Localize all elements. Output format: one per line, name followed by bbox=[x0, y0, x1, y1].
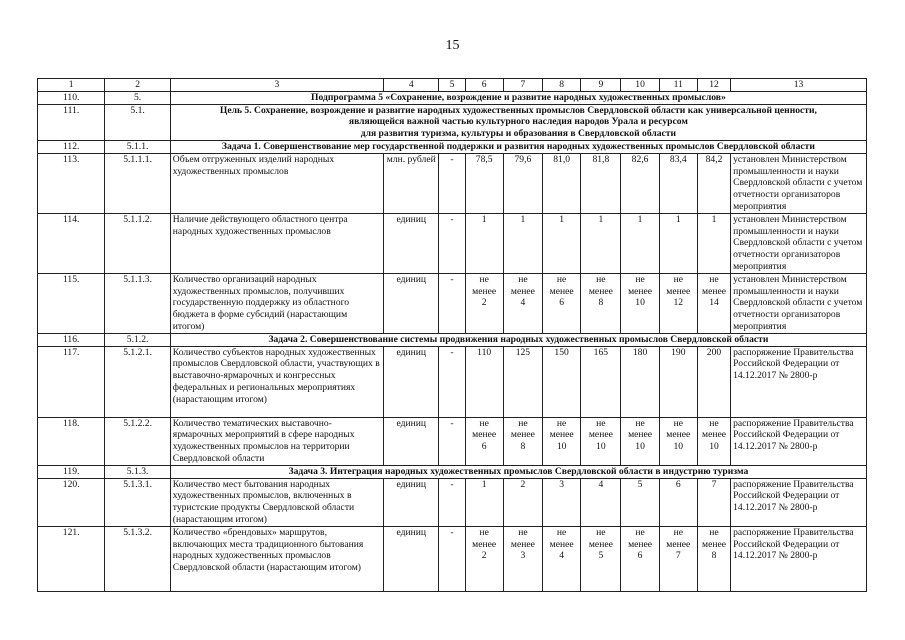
row-code: 5.1.1.2. bbox=[105, 213, 170, 273]
table-row bbox=[38, 333, 867, 346]
task-heading: Задача 1. Совершенствование мер государственной поддержки и развития народных художественных промыслов Свердловской области bbox=[170, 140, 866, 153]
year-value: 4 bbox=[581, 478, 621, 526]
year-value bbox=[697, 417, 730, 465]
year-value-line: не bbox=[479, 526, 489, 538]
table-row bbox=[38, 273, 867, 333]
indicator-unit: единиц bbox=[384, 526, 439, 591]
year-value-line: менее bbox=[472, 538, 497, 550]
year-value-line: менее bbox=[510, 538, 535, 550]
year-value: 110 bbox=[465, 346, 503, 417]
year-value: 5 bbox=[621, 478, 659, 526]
row-code: 5.1.1.1. bbox=[105, 153, 170, 213]
year-value-line: не bbox=[596, 526, 606, 538]
year-value bbox=[503, 526, 542, 591]
year-value: 1 bbox=[697, 213, 730, 273]
row-number: 116. bbox=[38, 333, 105, 346]
row-code: 5.1.3.1. bbox=[105, 478, 170, 526]
data-source: распоряжение Правительства Российской Федерации от 14.12.2017 № 2800-р bbox=[731, 417, 867, 465]
row-code: 5. bbox=[105, 91, 170, 104]
column-number: 4 bbox=[384, 79, 439, 92]
row-number: 118. bbox=[38, 417, 105, 465]
year-value: 200 bbox=[697, 346, 730, 417]
year-value: 1 bbox=[621, 213, 659, 273]
base-value: - bbox=[439, 478, 465, 526]
row-code: 5.1. bbox=[105, 104, 170, 140]
table-row bbox=[38, 140, 867, 153]
year-value bbox=[581, 417, 621, 465]
row-code: 5.1.2.1. bbox=[105, 346, 170, 417]
year-value: 1 bbox=[581, 213, 621, 273]
year-value: 84,2 bbox=[697, 153, 730, 213]
column-number: 1 bbox=[38, 79, 105, 92]
year-value bbox=[659, 273, 697, 333]
row-number: 112. bbox=[38, 140, 105, 153]
base-value: - bbox=[439, 213, 465, 273]
row-number: 119. bbox=[38, 465, 105, 478]
data-source: установлен Министерством промышленности и науки Свердловской области с учетом отчетности организаторов мероприятия bbox=[731, 213, 867, 273]
year-value-line: не bbox=[518, 526, 528, 538]
year-value bbox=[465, 526, 503, 591]
year-value-line: менее bbox=[702, 538, 726, 550]
row-number: 114. bbox=[38, 213, 105, 273]
year-value-line: не bbox=[556, 417, 567, 429]
row-number: 110. bbox=[38, 91, 105, 104]
data-source: распоряжение Правительства Российской Федерации от 14.12.2017 № 2800-р bbox=[731, 346, 867, 417]
year-value-line: не bbox=[556, 273, 567, 285]
year-value-line: 4 bbox=[559, 550, 565, 562]
year-value-line: 6 bbox=[481, 441, 487, 453]
year-value-line: не bbox=[479, 417, 489, 429]
year-value-line: 3 bbox=[520, 550, 526, 562]
column-number: 5 bbox=[439, 79, 465, 92]
task-heading: Задача 3. Интеграция народных художественных промыслов Свердловской области в индустрию туризма bbox=[170, 465, 866, 478]
page-number: 15 bbox=[445, 38, 460, 53]
year-value bbox=[465, 417, 503, 465]
table-row bbox=[38, 346, 867, 417]
year-value-line: не bbox=[635, 526, 645, 538]
year-value-line: не bbox=[635, 273, 645, 285]
column-number: 13 bbox=[731, 79, 867, 92]
year-value-line: 10 bbox=[673, 441, 684, 453]
row-number: 120. bbox=[38, 478, 105, 526]
base-value: - bbox=[439, 273, 465, 333]
table-row bbox=[38, 417, 867, 465]
year-value-line: 10 bbox=[709, 441, 719, 453]
year-value-line: 10 bbox=[596, 441, 606, 453]
year-value-line: 8 bbox=[711, 550, 717, 562]
year-value bbox=[503, 417, 542, 465]
indicator-unit: единиц bbox=[384, 273, 439, 333]
year-value-line: 10 bbox=[635, 297, 645, 309]
year-value-line: 12 bbox=[673, 297, 684, 309]
year-value-line: менее bbox=[702, 429, 726, 441]
subprogram-heading: Подпрограмма 5 «Сохранение, возрождение и развитие народных художественных промыслов» bbox=[170, 91, 866, 104]
year-value-line: менее bbox=[549, 538, 574, 550]
column-number-row bbox=[38, 79, 867, 92]
column-number: 3 bbox=[170, 79, 383, 92]
goal-line: являющейся важной частью культурного наследия народов Урала и ресурсом bbox=[348, 116, 688, 128]
base-value: - bbox=[439, 526, 465, 591]
year-value: 1 bbox=[503, 213, 542, 273]
year-value: 83,4 bbox=[659, 153, 697, 213]
column-number: 8 bbox=[543, 79, 581, 92]
data-source: распоряжение Правительства Российской Федерации от 14.12.2017 № 2800-р bbox=[731, 478, 867, 526]
indicators-table bbox=[37, 78, 867, 592]
year-value-line: менее bbox=[510, 429, 535, 441]
row-code: 5.1.2.2. bbox=[105, 417, 170, 465]
year-value bbox=[543, 273, 581, 333]
year-value-line: 8 bbox=[520, 441, 526, 453]
year-value bbox=[465, 273, 503, 333]
data-source: распоряжение Правительства Российской Федерации от 14.12.2017 № 2800-р bbox=[731, 526, 867, 591]
table-row bbox=[38, 478, 867, 526]
year-value-line: 6 bbox=[637, 550, 643, 562]
year-value bbox=[581, 526, 621, 591]
indicator-name: Объем отгруженных изделий народных художественных промыслов bbox=[170, 153, 383, 213]
year-value-line: менее bbox=[588, 285, 613, 297]
year-value-line: не bbox=[518, 273, 528, 285]
year-value: 82,6 bbox=[621, 153, 659, 213]
year-value-line: менее bbox=[666, 285, 691, 297]
year-value: 190 bbox=[659, 346, 697, 417]
year-value: 81,8 bbox=[581, 153, 621, 213]
row-number: 121. bbox=[38, 526, 105, 591]
column-number: 12 bbox=[697, 79, 730, 92]
year-value-line: 10 bbox=[635, 441, 645, 453]
year-value-line: не bbox=[673, 526, 683, 538]
column-number: 10 bbox=[621, 79, 659, 92]
indicator-name: Количество «брендовых» маршрутов, включающих места традиционного бытования народных художественных промыслов Свердловской области (нарастающим итогом) bbox=[170, 526, 383, 591]
data-source: установлен Министерством промышленности и науки Свердловской области с учетом отчетности организаторов мероприятия bbox=[731, 273, 867, 333]
column-number: 11 bbox=[659, 79, 697, 92]
year-value-line: менее bbox=[702, 285, 726, 297]
year-value-line: менее bbox=[666, 538, 691, 550]
task-heading: Задача 2. Совершенствование системы продвижения народных художественных промыслов Свердловской области bbox=[170, 333, 866, 346]
year-value-line: 14 bbox=[709, 297, 719, 309]
year-value: 180 bbox=[621, 346, 659, 417]
row-number: 111. bbox=[38, 104, 105, 140]
table-row bbox=[38, 104, 867, 140]
year-value: 1 bbox=[465, 478, 503, 526]
year-value-line: не bbox=[709, 273, 719, 285]
row-code: 5.1.3. bbox=[105, 465, 170, 478]
year-value: 165 bbox=[581, 346, 621, 417]
column-number: 6 bbox=[465, 79, 503, 92]
year-value bbox=[659, 526, 697, 591]
table-row bbox=[38, 213, 867, 273]
year-value-line: не bbox=[479, 273, 489, 285]
indicator-name: Наличие действующего областного центра народных художественных промыслов bbox=[170, 213, 383, 273]
year-value-line: не bbox=[518, 417, 528, 429]
year-value bbox=[697, 273, 730, 333]
indicator-unit: единиц bbox=[384, 478, 439, 526]
base-value: - bbox=[439, 153, 465, 213]
year-value-line: 6 bbox=[559, 297, 565, 309]
year-value-line: менее bbox=[588, 429, 613, 441]
year-value: 7 bbox=[697, 478, 730, 526]
year-value-line: менее bbox=[510, 285, 535, 297]
data-source: установлен Министерством промышленности и науки Свердловской области с учетом отчетности организаторов мероприятия bbox=[731, 153, 867, 213]
year-value: 150 bbox=[543, 346, 581, 417]
year-value bbox=[621, 417, 659, 465]
year-value-line: менее bbox=[628, 538, 653, 550]
year-value bbox=[543, 417, 581, 465]
year-value-line: менее bbox=[472, 285, 497, 297]
year-value bbox=[543, 526, 581, 591]
indicator-unit: единиц bbox=[384, 346, 439, 417]
year-value-line: 8 bbox=[598, 297, 604, 309]
year-value-line: не bbox=[556, 526, 567, 538]
indicator-name: Количество мест бытования народных художественных промыслов, включенных в туристские продукты Свердловской области (нарастающим итогом) bbox=[170, 478, 383, 526]
year-value bbox=[697, 526, 730, 591]
year-value-line: не bbox=[596, 273, 606, 285]
year-value: 81,0 bbox=[543, 153, 581, 213]
year-value-line: не bbox=[635, 417, 645, 429]
year-value-line: не bbox=[709, 526, 719, 538]
year-value-line: менее bbox=[628, 429, 653, 441]
year-value bbox=[581, 273, 621, 333]
year-value: 125 bbox=[503, 346, 542, 417]
indicator-name: Количество субъектов народных художественных промыслов Свердловской области, участвующих в выставочно-ярмарочных и конгрессных федеральных и региональных мероприятиях (нарастающим итогом) bbox=[170, 346, 383, 417]
row-code: 5.1.2. bbox=[105, 333, 170, 346]
year-value-line: 4 bbox=[520, 297, 526, 309]
year-value-line: менее bbox=[628, 285, 653, 297]
indicator-name: Количество организаций народных художественных промыслов, получивших государственную поддержку из областного бюджета в форме субсидий (нарастающим итогом) bbox=[170, 273, 383, 333]
year-value: 79,6 bbox=[503, 153, 542, 213]
row-code: 5.1.1.3. bbox=[105, 273, 170, 333]
year-value: 1 bbox=[659, 213, 697, 273]
row-number: 113. bbox=[38, 153, 105, 213]
indicator-unit: единиц bbox=[384, 417, 439, 465]
year-value-line: 2 bbox=[481, 550, 487, 562]
column-number: 7 bbox=[503, 79, 542, 92]
year-value bbox=[503, 273, 542, 333]
year-value-line: не bbox=[709, 417, 719, 429]
goal-line: для развития туризма, культуры и образования в Свердловской области bbox=[360, 128, 677, 140]
year-value: 1 bbox=[543, 213, 581, 273]
year-value-line: не bbox=[673, 273, 683, 285]
row-number: 117. bbox=[38, 346, 105, 417]
year-value-line: не bbox=[673, 417, 683, 429]
year-value-line: 7 bbox=[675, 550, 681, 562]
indicator-unit: единиц bbox=[384, 213, 439, 273]
year-value-line: не bbox=[596, 417, 606, 429]
row-code: 5.1.1. bbox=[105, 140, 170, 153]
column-number: 9 bbox=[581, 79, 621, 92]
year-value-line: 2 bbox=[481, 297, 487, 309]
row-number: 115. bbox=[38, 273, 105, 333]
year-value: 3 bbox=[543, 478, 581, 526]
year-value-line: менее bbox=[666, 429, 691, 441]
goal-heading bbox=[170, 104, 866, 140]
indicator-name: Количество тематических выставочно-ярмарочных мероприятий в сфере народных художественных промыслов на территории Свердловской области bbox=[170, 417, 383, 465]
column-number: 2 bbox=[105, 79, 170, 92]
year-value-line: 5 bbox=[598, 550, 604, 562]
year-value-line: 10 bbox=[556, 441, 567, 453]
year-value-line: менее bbox=[472, 429, 497, 441]
table-row bbox=[38, 526, 867, 591]
year-value-line: менее bbox=[549, 429, 574, 441]
table-row bbox=[38, 153, 867, 213]
table-row bbox=[38, 91, 867, 104]
year-value bbox=[621, 526, 659, 591]
year-value bbox=[621, 273, 659, 333]
row-code: 5.1.3.2. bbox=[105, 526, 170, 591]
year-value-line: менее bbox=[549, 285, 574, 297]
goal-line: Цель 5. Сохранение, возрождение и развитие народных художественных промыслов Свердловской области как универсальной ценности, bbox=[219, 104, 817, 116]
base-value: - bbox=[439, 417, 465, 465]
year-value: 2 bbox=[503, 478, 542, 526]
table-row bbox=[38, 465, 867, 478]
indicator-unit: млн. рублей bbox=[384, 153, 439, 213]
year-value bbox=[659, 417, 697, 465]
year-value: 1 bbox=[465, 213, 503, 273]
year-value: 6 bbox=[659, 478, 697, 526]
year-value: 78,5 bbox=[465, 153, 503, 213]
year-value-line: менее bbox=[588, 538, 613, 550]
base-value: - bbox=[439, 346, 465, 417]
